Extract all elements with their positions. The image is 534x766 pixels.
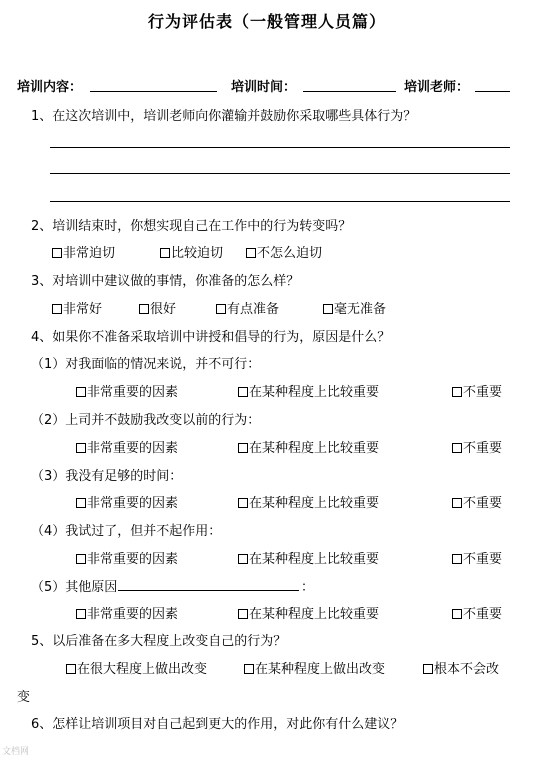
q3-option[interactable]: 非常好 [52, 298, 102, 317]
checkbox-icon [52, 248, 62, 258]
training-teacher-field[interactable] [475, 91, 510, 92]
q4-4-option[interactable]: 非常重要的因素 [76, 548, 178, 567]
q5-option-wrap: 变 [17, 690, 31, 705]
q3-option[interactable]: 毫无准备 [323, 298, 386, 317]
q2-option[interactable]: 比较迫切 [160, 242, 223, 261]
q4-5-option[interactable]: 非常重要的因素 [76, 603, 178, 622]
q5-option[interactable]: 在很大程度上做出改变 [66, 658, 207, 677]
checkbox-icon [452, 609, 462, 619]
q4-sub-5-colon: ： [301, 580, 315, 595]
checkbox-icon [139, 304, 149, 314]
q1-answer-line[interactable] [50, 201, 510, 202]
q4-sub-4: （4）我试过了，但并不起作用： [31, 524, 222, 539]
q4-5-option[interactable]: 在某种程度上比较重要 [238, 603, 379, 622]
question-6: 6、怎样让培训项目对自己起到更大的作用，对此你有什么建议？ [31, 717, 404, 732]
q4-2-option[interactable]: 不重要 [452, 437, 502, 456]
q3-option[interactable]: 有点准备 [216, 298, 279, 317]
q4-4-option[interactable]: 在某种程度上比较重要 [238, 548, 379, 567]
training-teacher-label: 培训老师： [404, 80, 470, 95]
q1-answer-line[interactable] [50, 147, 510, 148]
checkbox-icon [238, 554, 248, 564]
checkbox-icon [216, 304, 226, 314]
q5-option[interactable]: 在某种程度上做出改变 [244, 658, 385, 677]
checkbox-icon [160, 248, 170, 258]
q1-answer-line[interactable] [50, 173, 510, 174]
checkbox-icon [246, 248, 256, 258]
q4-sub-2: （2）上司并不鼓励我改变以前的行为： [31, 413, 261, 428]
checkbox-icon [76, 554, 86, 564]
checkbox-icon [76, 498, 86, 508]
training-content-field[interactable] [90, 91, 217, 92]
question-4: 4、如果你不准备采取培训中讲授和倡导的行为，原因是什么？ [31, 330, 391, 345]
training-time-field[interactable] [303, 91, 396, 92]
checkbox-icon [323, 304, 333, 314]
question-2: 2、培训结束时，你想实现自己在工作中的行为转变吗？ [31, 219, 352, 234]
q4-sub-3: （3）我没有足够的时间： [31, 469, 183, 484]
question-1: 1、在这次培训中，培训老师向你灌输并鼓励你采取哪些具体行为？ [31, 109, 417, 124]
q5-option[interactable]: 根本不会改 [423, 658, 499, 677]
checkbox-icon [452, 554, 462, 564]
training-time-label: 培训时间： [231, 80, 297, 95]
checkbox-icon [52, 304, 62, 314]
q4-1-option[interactable]: 在某种程度上比较重要 [238, 381, 379, 400]
training-content-label: 培训内容： [17, 80, 83, 95]
checkbox-icon [76, 387, 86, 397]
checkbox-icon [238, 443, 248, 453]
q4-1-option[interactable]: 不重要 [452, 381, 502, 400]
q4-3-option[interactable]: 非常重要的因素 [76, 492, 178, 511]
checkbox-icon [452, 387, 462, 397]
checkbox-icon [244, 664, 254, 674]
question-3: 3、对培训中建议做的事情，你准备的怎么样？ [31, 274, 300, 289]
checkbox-icon [238, 609, 248, 619]
q2-option[interactable]: 非常迫切 [52, 242, 115, 261]
other-reason-field[interactable] [118, 590, 299, 591]
q4-sub-1: （1）对我面临的情况来说，并不可行： [31, 357, 261, 372]
question-5: 5、以后准备在多大程度上改变自己的行为？ [31, 634, 287, 649]
q4-3-option[interactable]: 在某种程度上比较重要 [238, 492, 379, 511]
checkbox-icon [452, 443, 462, 453]
page-title: 行为评估表（一般管理人员篇） [147, 12, 386, 31]
checkbox-icon [238, 498, 248, 508]
q4-4-option[interactable]: 不重要 [452, 548, 502, 567]
watermark: 文档网 [2, 747, 30, 757]
checkbox-icon [76, 443, 86, 453]
q4-1-option[interactable]: 非常重要的因素 [76, 381, 178, 400]
checkbox-icon [452, 498, 462, 508]
q2-option[interactable]: 不怎么迫切 [246, 242, 322, 261]
q4-2-option[interactable]: 在某种程度上比较重要 [238, 437, 379, 456]
q4-5-option[interactable]: 不重要 [452, 603, 502, 622]
checkbox-icon [238, 387, 248, 397]
q4-3-option[interactable]: 不重要 [452, 492, 502, 511]
q4-sub-5: （5）其他原因 [31, 580, 118, 595]
checkbox-icon [66, 664, 76, 674]
q4-2-option[interactable]: 非常重要的因素 [76, 437, 178, 456]
q3-option[interactable]: 很好 [139, 298, 176, 317]
checkbox-icon [423, 664, 433, 674]
checkbox-icon [76, 609, 86, 619]
